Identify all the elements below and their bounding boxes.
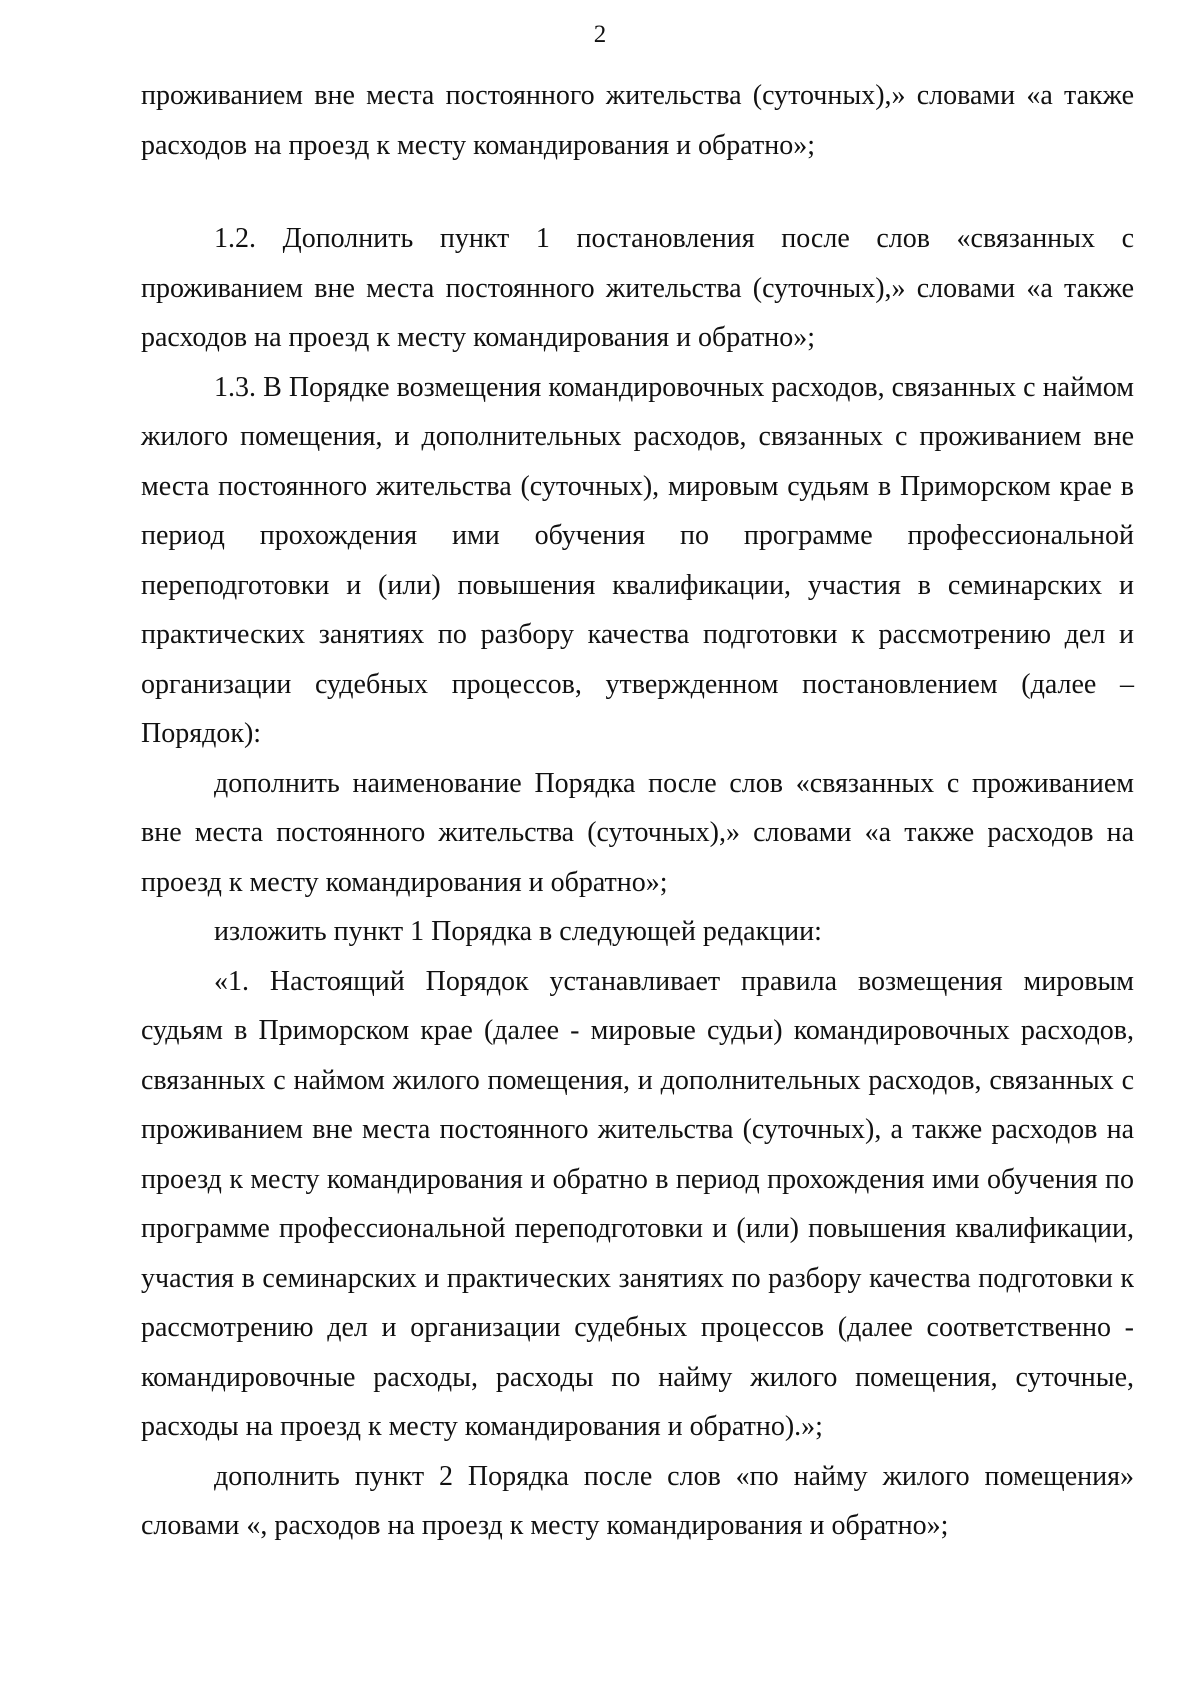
paragraph-new-point-1: «1. Настоящий Порядок устанавливает правила возмещения мировым судьям в Приморском крае (далее - мировые судьи) командировочных расходов, связанных с наймом жилого помещения, и дополнительных расходов, связанных с проживанием вне места постоянного жительства (суточных), а также расходов на проезд к месту командирования и обратно в период прохождения ими обучения по программе профессиональной переподготовки и (или) повышения квалификации, участия в семинарских и практических занятиях по разбору качества подготовки к рассмотрению дел и организации судебных процессов (далее соответственно - командировочные расходы, расходы по найму жилого помещения, суточные, расходы на проезд к месту командирования и обратно).»; [141,965,1134,1442]
paragraph-amend-title: дополнить наименование Порядка после слов «связанных с проживанием вне места постоянного жительства (суточных),» словами «а также расходов на проезд к месту командирования и обратно»; [141,767,1134,898]
paragraph-item-1-2: 1.2. Дополнить пункт 1 постановления после слов «связанных с проживанием вне места постоянного жительства (суточных),» словами «а также расходов на проезд к месту командирования и обратно»; [141,223,1134,353]
page-number: 2 [593,21,607,48]
paragraph-amend-point-2: дополнить пункт 2 Порядка после слов «по найму жилого помещения» словами «, расходов на проезд к месту командирования и обратно»; [141,1460,1134,1541]
paragraph-amend-point-1: изложить пункт 1 Порядка в следующей редакции: [214,916,822,947]
paragraph-continuation: проживанием вне места постоянного жительства (суточных),» словами «а также расходов на проезд к месту командирования и обратно»; [141,80,1134,161]
paragraph-item-1-3: 1.3. В Порядке возмещения командировочных расходов, связанных с наймом жилого помещения, и дополнительных расходов, связанных с проживанием вне места постоянного жительства (суточных), мировым судьям в Приморском крае в период прохождения ими обучения по программе профессиональной переподготовки и (или) повышения квалификации, участия в семинарских и практических занятиях по разбору качества подготовки к рассмотрению дел и организации судебных процессов, утвержденном постановлением (далее – Порядок): [141,371,1134,749]
document-body [141,71,1134,1551]
